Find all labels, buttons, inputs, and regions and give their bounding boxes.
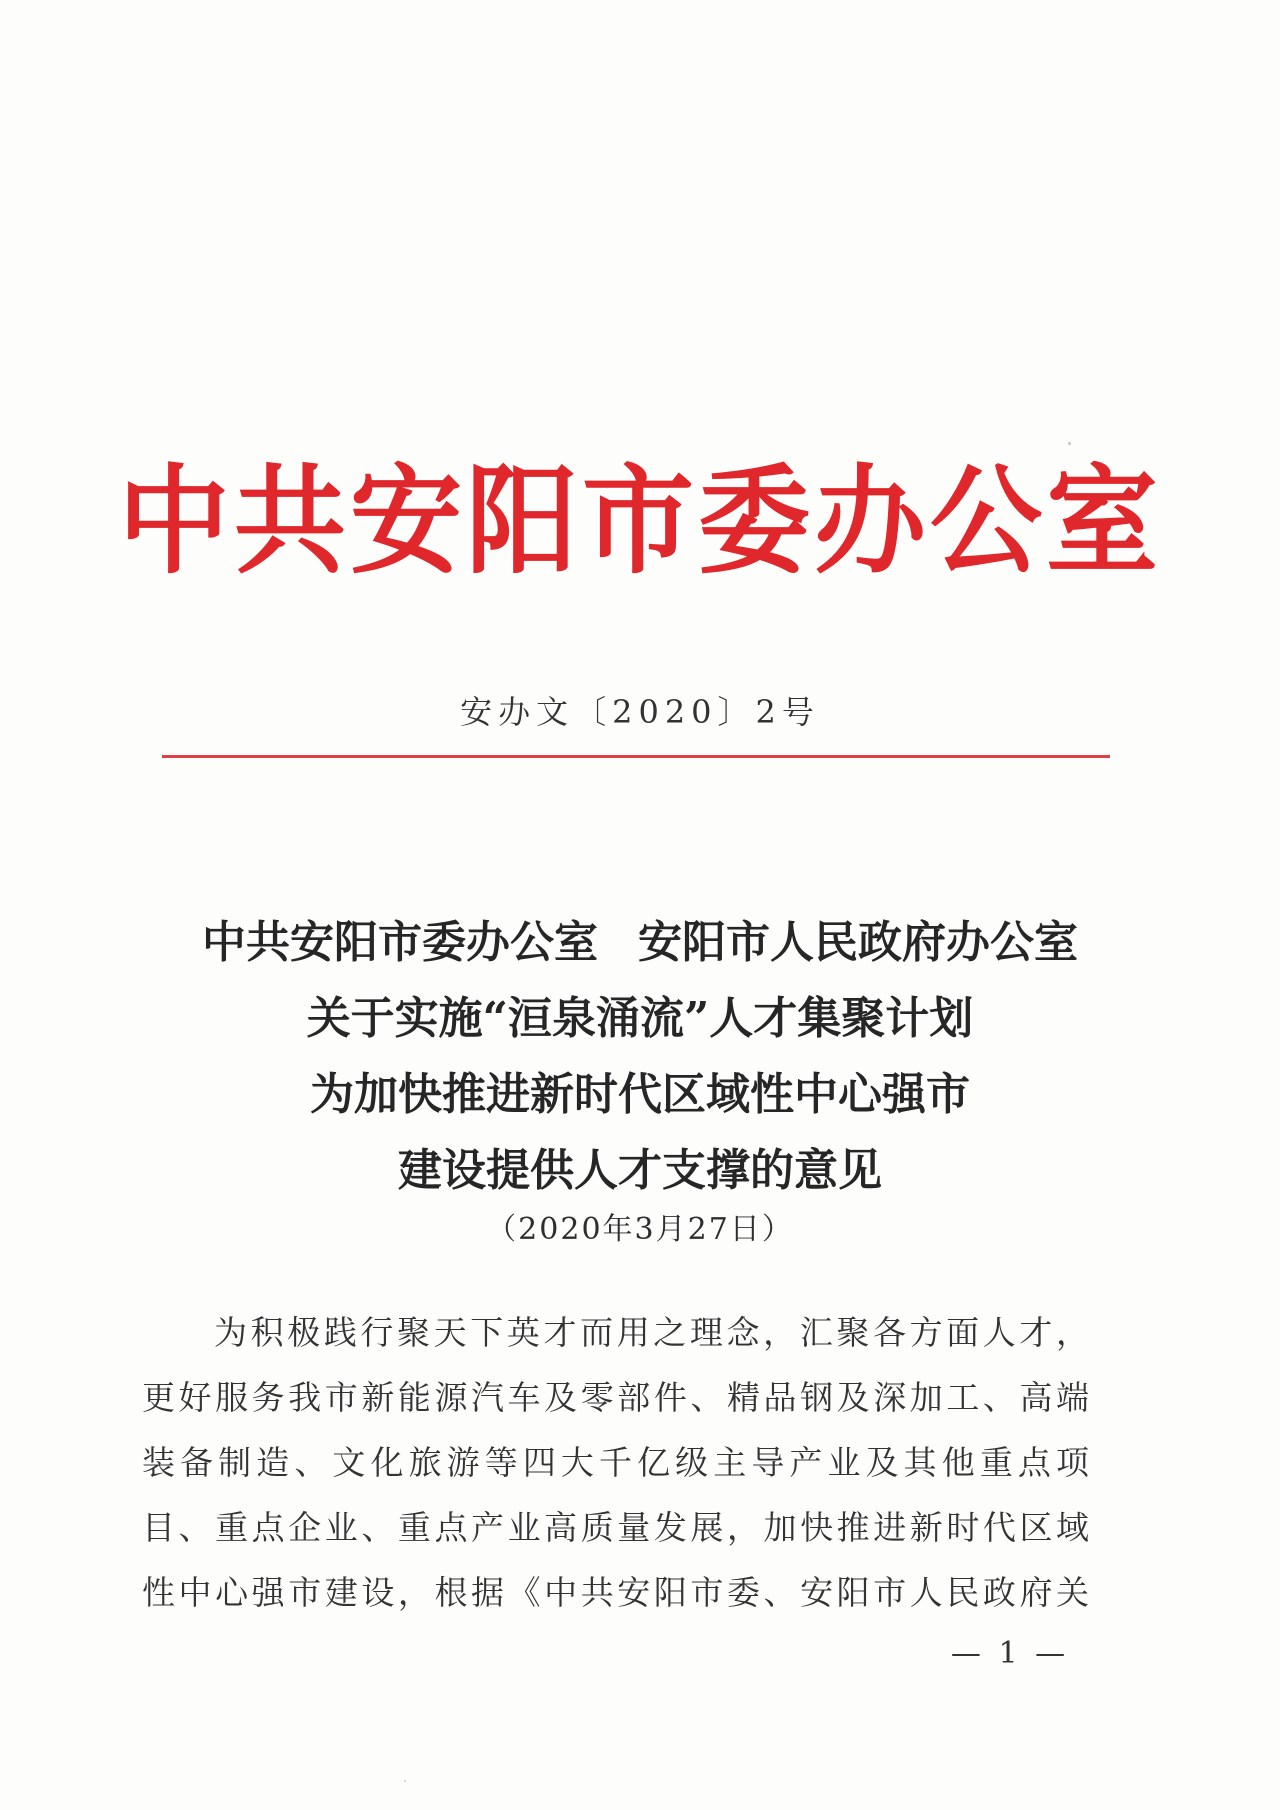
- body-line: 目、重点企业、重点产业高质量发展，加快推进新时代区域: [142, 1508, 1092, 1547]
- title-line-4: 建设提供人才支撑的意见: [398, 1145, 882, 1196]
- scan-speck: [1068, 442, 1071, 445]
- title-org-right: 安阳市人民政府办公室: [638, 917, 1078, 968]
- issuing-organization-header: 中共安阳市委办公室: [118, 453, 1162, 591]
- title-line-2: 关于实施“洹泉涌流”人才集聚计划: [306, 993, 974, 1044]
- title-line-1: [0, 905, 1280, 981]
- scan-speck: [404, 1780, 406, 1782]
- body-line: 性中心强市建设，根据《中共安阳市委、安阳市人民政府关: [142, 1573, 1092, 1612]
- red-divider-line: [162, 755, 1110, 758]
- title-org-left: 中共安阳市委办公室: [202, 917, 598, 968]
- page-number: — 1 —: [950, 1636, 1070, 1671]
- body-line: 为积极践行聚天下英才而用之理念，汇聚各方面人才，: [214, 1313, 1092, 1352]
- document-title: [0, 905, 1280, 1209]
- document-number: 安办文〔2020〕2号: [460, 693, 820, 731]
- document-date: （2020年3月27日）: [486, 1212, 794, 1247]
- body-line: 装备制造、文化旅游等四大千亿级主导产业及其他重点项: [142, 1443, 1092, 1482]
- body-paragraph: [142, 1300, 1092, 1625]
- title-line-3: 为加快推进新时代区域性中心强市: [310, 1069, 970, 1120]
- body-line: 更好服务我市新能源汽车及零部件、精品钢及深加工、高端: [142, 1378, 1092, 1417]
